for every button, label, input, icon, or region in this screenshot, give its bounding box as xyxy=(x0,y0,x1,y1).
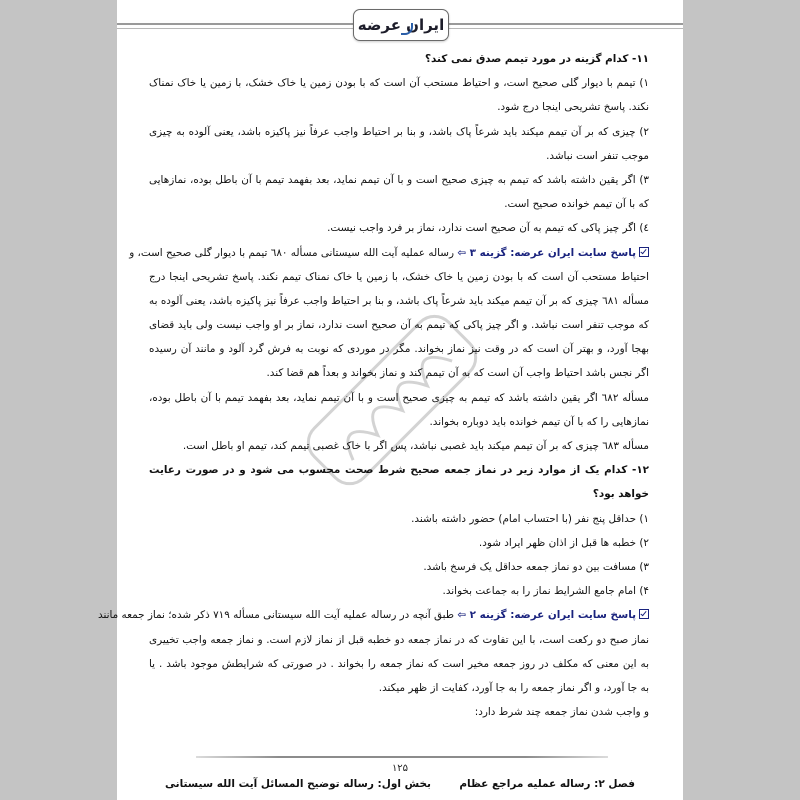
page-number: ۱۲۵ xyxy=(391,763,409,774)
q12-option-2: ۲) خطبه ها قبل از اذان ظهر ایراد شود. xyxy=(478,536,649,549)
q11-option-1-line-1: ۱) تیمم با دیوار گلی صحیح است، و احتیاط مستحب آن است که با بودن زمین یا خاک خشک، با زمین یا خاک نمناک xyxy=(149,77,649,90)
footer-divider xyxy=(196,756,608,758)
q11-option-2-line-2: موجب تنفر است نباشد. xyxy=(546,149,649,162)
q11-answer-line-5: بهجا آورد، و بهتر آن است که در وقت نیز نماز بخواند. مگر در موردی که نوبت به فرش گرد آلود و مانند آن رسیده xyxy=(149,343,649,356)
q11-answer-line-3: مسأله ٦٨١ چیزی که بر آن تیمم میکند باید شرعاً پاک باشد، و بنا بر احتیاط واجب عرفاً نیز پاکیزه باشد، یعنی آلوده به xyxy=(149,294,649,307)
q11-answer-line-1 xyxy=(129,241,649,265)
q12-answer-line-1 xyxy=(98,603,649,627)
q11-answer-text: رساله عملیه آیت الله سیستانی مسأله ٦٨٠ تیمم با دیوار گلی صحیح است، و xyxy=(129,246,458,259)
q12-option-3: ۳) مسافت بین دو نماز جمعه حداقل یک فرسخ باشد. xyxy=(423,560,649,573)
q12-answer-text: طبق آنچه در رساله عملیه آیت الله سیستانی مسأله ۷۱۹ ذکر شده؛ نماز جمعه مانند xyxy=(98,609,458,622)
question-12-title-line-1: ۱۲- کدام یک از موارد زیر در نماز جمعه صحیح شرط صحت محسوب می شود و در صورت رعایت xyxy=(149,464,649,477)
checkbox-icon xyxy=(639,609,649,619)
q11-option-1-line-2: نکند. پاسخ تشریحی اینجا درج شود. xyxy=(497,101,649,114)
footer-section: بخش اول: رساله توضیح المسائل آیت الله سیستانی xyxy=(165,778,431,790)
q12-option-4: ۴) امام جامع الشرایط نماز را به جماعت بخواند. xyxy=(442,585,649,598)
q11-answer-line-9: مسأله ٦٨٣ چیزی که بر آن تیمم میکند باید غصبی نباشد، پس اگر با خاک غصبی تیمم کند، تیمم او باطل است. xyxy=(182,440,649,452)
q11-answer-line-2: احتیاط مستحب آن است که با بودن زمین یا خاک خشک، با زمین یا خاک نمناک تیمم نکند. پاسخ تشریحی اینجا درج xyxy=(149,270,649,283)
question-11-title: ۱۱- کدام گزینه در مورد تیمم صدق نمی کند؟ xyxy=(425,53,649,65)
question-12-title-line-2: خواهد بود؟ xyxy=(592,488,649,501)
q11-answer-line-7: مسأله ٦٨٢ اگر یقین داشته باشد که تیمم به چیزی صحیح است و با آن تیمم نماید، بعد بفهمد تیمم با آن باطل بوده، xyxy=(149,391,649,404)
q11-option-2-line-1: ۲) چیزی که بر آن تیمم میکند باید شرعاً پاک باشد، و بنا بر احتیاط واجب عرفاً نیز پاکیزه باشد، یعنی آلوده به چیزی xyxy=(149,125,649,138)
q11-answer-line-8: نمازهایی را که با آن تیمم خوانده باید دوباره بخواند. xyxy=(429,415,649,428)
q12-option-1: ۱) حداقل پنج نفر (با احتساب امام) حضور داشته باشند. xyxy=(411,512,649,525)
page-content xyxy=(98,47,649,724)
q11-answer-line-6: اگر نجس باشد احتیاط واجب آن است که به آن تیمم کند و نماز بخواند و بعداً هم قضا کند. xyxy=(266,367,649,380)
q12-answer-line-2: نماز صبح دو رکعت است، با این تفاوت که در نماز جمعه دو خطبه قبل از نماز لازم است. و نماز جمعه واجب تخییری xyxy=(149,633,649,646)
q11-option-3-line-1: ۳) اگر یقین داشته باشد که تیمم به چیزی صحیح است و با آن تیمم نماید، بعد بفهمد تیمم با آن باطل بوده، نمازهایی xyxy=(149,173,649,186)
q12-answer-line-4: به جا آورد، و اگر نماز جمعه را به جا آورد، کفایت از ظهر میکند. xyxy=(378,681,649,694)
document-page xyxy=(98,0,683,800)
checkbox-icon xyxy=(639,247,649,257)
q11-option-3-line-2: که با آن تیمم خوانده صحیح است. xyxy=(504,198,649,211)
brand-logo xyxy=(353,9,449,41)
q12-answer-label: پاسخ سایت ایران عرضه: گزینه ۲ ⇦ xyxy=(457,609,636,622)
q11-answer-line-4: که موجب تنفر است نباشد. و اگر چیز پاکی که تیمم به آن صحیح است ندارد، نماز بر او واجب نیست ولی باید قضای xyxy=(149,319,649,332)
q11-option-4: ٤) اگر چیز پاکی که تیمم به آن صحیح است ندارد، نماز بر فرد واجب نیست. xyxy=(327,222,649,235)
q12-answer-line-3: به این معنی که مکلف در روز جمعه مخیر است که نماز جمعه را بخواند . در صورتی که شرایطش موجود باشد . یا xyxy=(149,657,649,670)
logo-text: ایران عرضه xyxy=(357,16,445,34)
q12-answer-line-5: و واجب شدن نماز جمعه چند شرط دارد: xyxy=(474,706,649,719)
q11-answer-label: پاسخ سایت ایران عرضه: گزینه ۳ ⇦ xyxy=(457,246,636,259)
footer-chapter: فصل ۲: رساله عملیه مراجع عظام xyxy=(459,778,635,790)
